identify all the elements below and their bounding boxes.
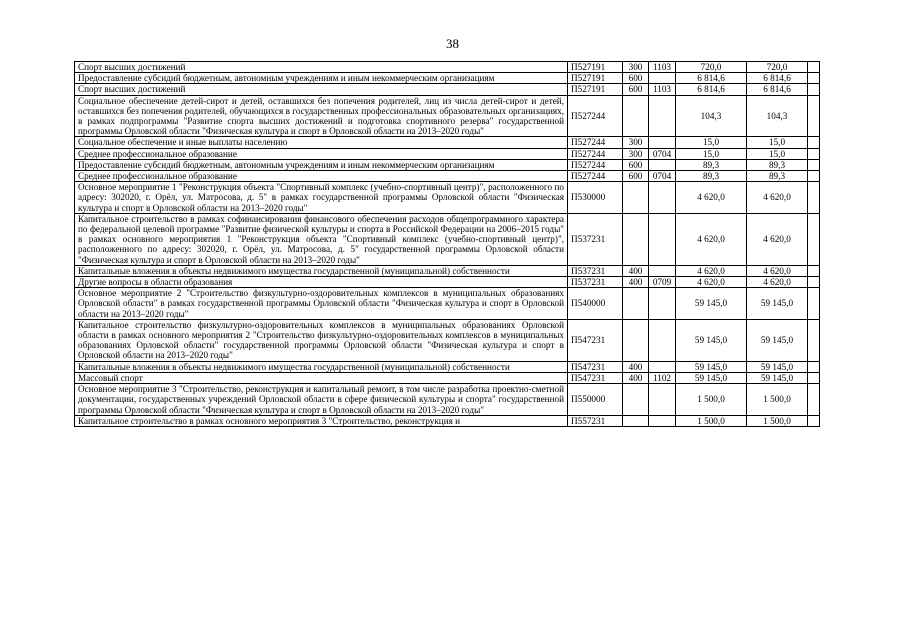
row-amount-executed-cell: 4 620,0 [747, 213, 808, 265]
row-expense-type-cell: 400 [623, 277, 649, 288]
row-name-cell: Основное мероприятие 1 "Реконструкция объекта "Спортивный комплекс (учебно-спортивный центр)", расположенного по адресу: 302020, г. Орёл, ул. Матросова, д. 5" в рамках государственной программы Орловской области "Физическая культура и спорт в Орловской области на 2013–2020 годы" [75, 182, 568, 214]
row-amount-cell: 104,3 [676, 95, 747, 137]
row-section-cell [649, 265, 676, 276]
table-row [75, 73, 820, 84]
row-expense-type-cell [623, 95, 649, 137]
row-code-cell: П527244 [568, 137, 623, 148]
table-row [75, 148, 820, 159]
table-row [75, 288, 820, 320]
row-name-cell: Социальное обеспечение и иные выплаты населению [75, 137, 568, 148]
row-expense-type-cell: 600 [623, 84, 649, 95]
row-expense-type-cell [623, 288, 649, 320]
row-name-cell: Массовый спорт [75, 372, 568, 383]
row-amount-executed-cell: 15,0 [747, 137, 808, 148]
row-amount-cell: 89,3 [676, 171, 747, 182]
row-section-cell: 0704 [649, 148, 676, 159]
row-amount-executed-cell: 4 620,0 [747, 265, 808, 276]
row-name-cell: Капитальные вложения в объекты недвижимого имущества государственной (муниципальной) собственности [75, 265, 568, 276]
row-expense-type-cell: 400 [623, 265, 649, 276]
row-expense-type-cell: 300 [623, 148, 649, 159]
row-amount-cell: 4 620,0 [676, 213, 747, 265]
row-name-cell: Предоставление субсидий бюджетным, автономным учреждениям и иным некоммерческим организациям [75, 73, 568, 84]
row-expense-type-cell: 600 [623, 73, 649, 84]
row-empty-cell [808, 288, 820, 320]
row-code-cell: П527191 [568, 73, 623, 84]
row-amount-executed-cell: 89,3 [747, 171, 808, 182]
table-row [75, 171, 820, 182]
row-empty-cell [808, 182, 820, 214]
row-code-cell: П527244 [568, 148, 623, 159]
row-code-cell: П537231 [568, 265, 623, 276]
table-row [75, 62, 820, 73]
row-expense-type-cell: 400 [623, 372, 649, 383]
table-row [75, 159, 820, 170]
row-expense-type-cell [623, 319, 649, 361]
row-empty-cell [808, 361, 820, 372]
row-amount-cell: 4 620,0 [676, 182, 747, 214]
row-expense-type-cell: 400 [623, 361, 649, 372]
row-amount-cell: 720,0 [676, 62, 747, 73]
row-name-cell: Предоставление субсидий бюджетным, автономным учреждениям и иным некоммерческим организациям [75, 159, 568, 170]
row-section-cell [649, 159, 676, 170]
row-name-cell: Капитальные вложения в объекты недвижимого имущества государственной (муниципальной) собственности [75, 361, 568, 372]
row-code-cell: П547231 [568, 372, 623, 383]
row-amount-cell: 89,3 [676, 159, 747, 170]
row-section-cell [649, 137, 676, 148]
row-empty-cell [808, 137, 820, 148]
row-expense-type-cell [623, 415, 649, 426]
table-row [75, 319, 820, 361]
row-code-cell: П527244 [568, 95, 623, 137]
row-name-cell: Капитальное строительство физкультурно-оздоровительных комплексов в муниципальных образованиях Орловской области в рамках основного мероприятия 2 "Строительство физкультурно-оздоровительных комплексов в муниципальных образованиях Орловской области" государственной программы Орловской области "Физическая культура и спорт в Орловской области на 2013–2020 годы" [75, 319, 568, 361]
row-amount-executed-cell: 6 814,6 [747, 84, 808, 95]
table-row [75, 95, 820, 137]
page-number: 38 [446, 36, 459, 51]
row-empty-cell [808, 95, 820, 137]
row-amount-executed-cell: 1 500,0 [747, 384, 808, 416]
table-row [75, 415, 820, 426]
row-expense-type-cell [623, 213, 649, 265]
row-amount-executed-cell: 720,0 [747, 62, 808, 73]
row-amount-cell: 59 145,0 [676, 361, 747, 372]
row-amount-cell: 6 814,6 [676, 73, 747, 84]
row-amount-cell: 59 145,0 [676, 319, 747, 361]
row-name-cell: Капитальное строительство в рамках софинансирования финансового обеспечения расходов общепрограммного характера по федеральной целевой программе "Развитие физической культуры и спорта в Российской Федерации на 2006–2015 годы" в рамках основного мероприятия 1 "Реконструкция объекта "Спортивный комплекс (учебно-спортивный центр)", расположенного по адресу: 302020, г. Орёл, ул. Матросова, д. 5" государственной программы Орловской области "Физическая культура и спорт в Орловской области на 2013–2020 годы" [75, 213, 568, 265]
row-section-cell: 0709 [649, 277, 676, 288]
row-amount-cell: 1 500,0 [676, 384, 747, 416]
row-name-cell: Спорт высших достижений [75, 62, 568, 73]
row-code-cell: П550000 [568, 384, 623, 416]
row-expense-type-cell: 600 [623, 171, 649, 182]
row-expense-type-cell: 300 [623, 62, 649, 73]
row-expense-type-cell: 300 [623, 137, 649, 148]
row-code-cell: П540000 [568, 288, 623, 320]
row-section-cell: 0704 [649, 171, 676, 182]
table-row [75, 361, 820, 372]
row-name-cell: Основное мероприятие 2 "Строительство физкультурно-оздоровительных комплексов в муниципальных образованиях Орловской области" в рамках государственной программы Орловской области "Физическая культура и спорт в Орловской области на 2013–2020 годы" [75, 288, 568, 320]
row-amount-executed-cell: 59 145,0 [747, 319, 808, 361]
row-amount-cell: 4 620,0 [676, 277, 747, 288]
row-expense-type-cell [623, 182, 649, 214]
row-expense-type-cell: 600 [623, 159, 649, 170]
row-empty-cell [808, 171, 820, 182]
row-section-cell [649, 73, 676, 84]
row-code-cell: П547231 [568, 319, 623, 361]
table-row [75, 384, 820, 416]
row-name-cell: Капитальное строительство в рамках основного мероприятия 3 "Строительство, реконструкция и [75, 415, 568, 426]
row-amount-executed-cell: 104,3 [747, 95, 808, 137]
row-expense-type-cell [623, 384, 649, 416]
row-section-cell: 1103 [649, 84, 676, 95]
budget-table [74, 61, 820, 427]
row-code-cell: П530000 [568, 182, 623, 214]
row-empty-cell [808, 265, 820, 276]
row-section-cell [649, 415, 676, 426]
row-amount-cell: 59 145,0 [676, 372, 747, 383]
row-section-cell [649, 182, 676, 214]
row-amount-cell: 59 145,0 [676, 288, 747, 320]
row-code-cell: П537231 [568, 277, 623, 288]
row-code-cell: П557231 [568, 415, 623, 426]
row-name-cell: Среднее профессиональное образование [75, 148, 568, 159]
row-code-cell: П547231 [568, 361, 623, 372]
row-amount-cell: 6 814,6 [676, 84, 747, 95]
table-row [75, 372, 820, 383]
row-section-cell: 1102 [649, 372, 676, 383]
row-code-cell: П537231 [568, 213, 623, 265]
row-empty-cell [808, 384, 820, 416]
row-amount-executed-cell: 6 814,6 [747, 73, 808, 84]
row-amount-cell: 1 500,0 [676, 415, 747, 426]
row-section-cell [649, 213, 676, 265]
row-amount-cell: 15,0 [676, 148, 747, 159]
row-amount-executed-cell: 15,0 [747, 148, 808, 159]
row-empty-cell [808, 159, 820, 170]
row-amount-executed-cell: 59 145,0 [747, 372, 808, 383]
row-amount-cell: 4 620,0 [676, 265, 747, 276]
row-empty-cell [808, 213, 820, 265]
row-section-cell [649, 361, 676, 372]
row-code-cell: П527244 [568, 159, 623, 170]
row-name-cell: Спорт высших достижений [75, 84, 568, 95]
row-empty-cell [808, 73, 820, 84]
row-name-cell: Социальное обеспечение детей-сирот и детей, оставшихся без попечения родителей, лиц из числа детей-сирот и детей, оставшихся без попечения родителей, обучающихся в государственных профессиональных образовательных организациях, в рамках подпрограммы "Развитие спорта высших достижений и подготовка спортивного резерва" государственной программы Орловской области "Физическая культура и спорт в Орловской области на 2013–2020 годы" [75, 95, 568, 137]
row-section-cell: 1103 [649, 62, 676, 73]
row-empty-cell [808, 372, 820, 383]
table-row [75, 265, 820, 276]
row-amount-cell: 15,0 [676, 137, 747, 148]
row-empty-cell [808, 62, 820, 73]
row-amount-executed-cell: 4 620,0 [747, 182, 808, 214]
row-amount-executed-cell: 89,3 [747, 159, 808, 170]
row-section-cell [649, 288, 676, 320]
table-row [75, 213, 820, 265]
row-amount-executed-cell: 4 620,0 [747, 277, 808, 288]
row-code-cell: П527191 [568, 84, 623, 95]
row-name-cell: Основное мероприятие 3 "Строительство, реконструкция и капитальный ремонт, в том числе разработка проектно-сметной документации, государственных учреждений Орловской области в сфере физической культуры и спорта" государственной программы Орловской области "Физическая культура и спорт в Орловской области на 2013–2020 годы" [75, 384, 568, 416]
table-row [75, 277, 820, 288]
row-empty-cell [808, 415, 820, 426]
row-amount-executed-cell: 59 145,0 [747, 288, 808, 320]
row-amount-executed-cell: 1 500,0 [747, 415, 808, 426]
row-code-cell: П527244 [568, 171, 623, 182]
row-empty-cell [808, 148, 820, 159]
row-empty-cell [808, 319, 820, 361]
row-empty-cell [808, 84, 820, 95]
row-code-cell: П527191 [568, 62, 623, 73]
table-row [75, 182, 820, 214]
row-section-cell [649, 319, 676, 361]
row-amount-executed-cell: 59 145,0 [747, 361, 808, 372]
table-row [75, 137, 820, 148]
row-empty-cell [808, 277, 820, 288]
row-section-cell [649, 384, 676, 416]
row-section-cell [649, 95, 676, 137]
row-name-cell: Другие вопросы в области образования [75, 277, 568, 288]
row-name-cell: Среднее профессиональное образование [75, 171, 568, 182]
table-row [75, 84, 820, 95]
budget-table-body [75, 62, 820, 427]
